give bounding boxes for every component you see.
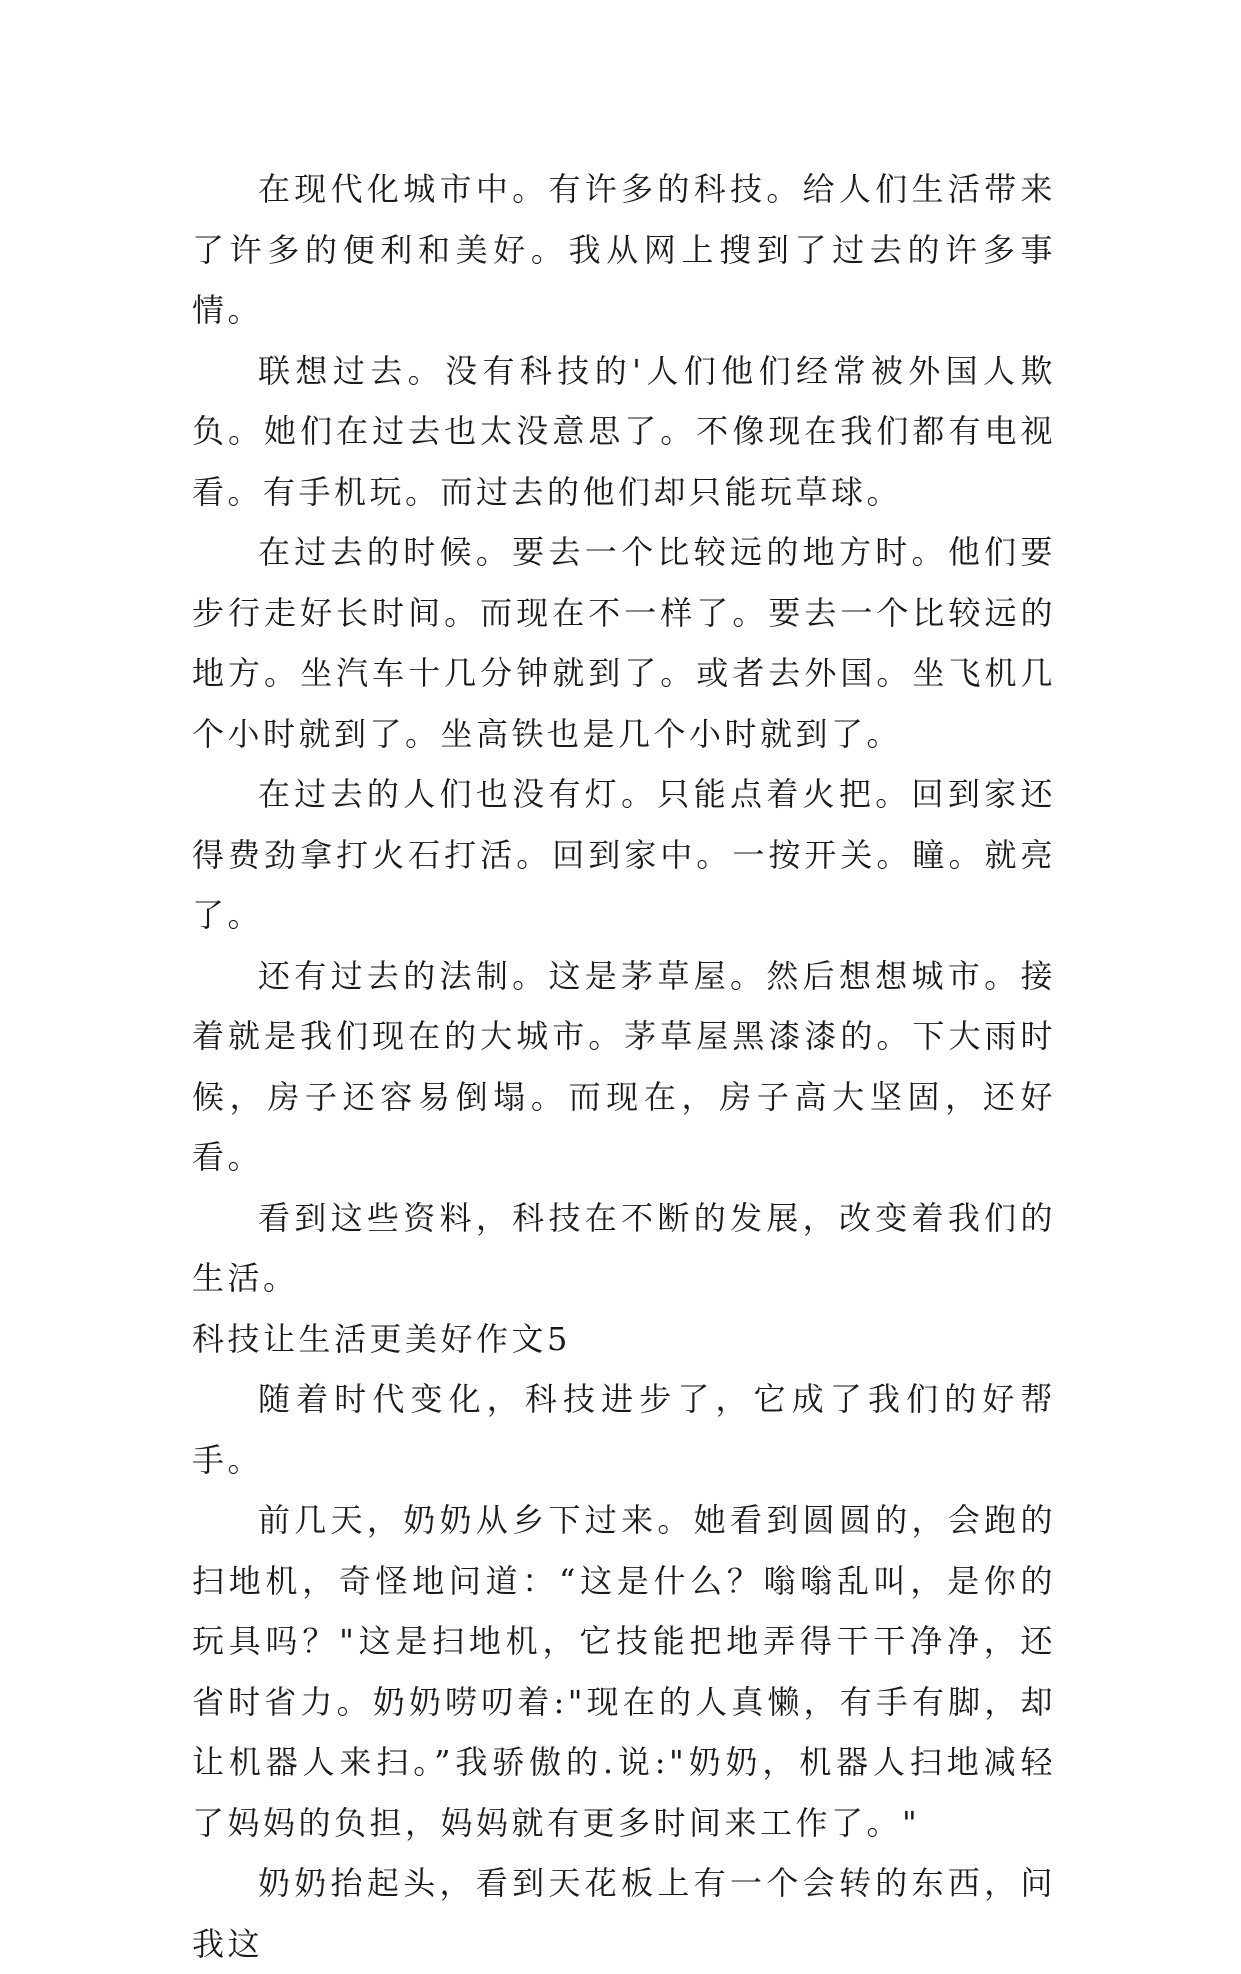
paragraph-1: 在现代化城市中。有许多的科技。给人们生活带来了许多的便利和美好。我从网上搜到了过去的许多事情。 [192, 170, 1056, 329]
paragraph-2: 联想过去。没有科技的'人们他们经常被外国人欺负。她们在过去也太没意思了。不像现在我们都有电视看。有手机玩。而过去的他们却只能玩草球。 [192, 351, 1056, 511]
paragraph-4: 在过去的人们也没有灯。只能点着火把。回到家还得费劲拿打火石打活。回到家中。一按开关。瞳。就亮了。 [192, 775, 1056, 934]
document-body [192, 159, 1056, 1974]
section-title: 科技让生活更美好作文5 [192, 1319, 571, 1358]
paragraph-8: 前几天，奶奶从乡下过来。她看到圆圆的，会跑的扫地机，奇怪地问道：“这是什么？嗡嗡乱叫，是你的玩具吗？"这是扫地机，它技能把地弄得干干净净，还省时省力。奶奶唠叨着:"现在的人真懒，有手有脚，却让机器人来扫。”我骄傲的.说:"奶奶，机器人扫地减轻了妈妈的负担，妈妈就有更多时间来工作了。" [192, 1501, 1056, 1842]
paragraph-5: 还有过去的法制。这是茅草屋。然后想想城市。接着就是我们现在的大城市。茅草屋黑漆漆的。下大雨时候，房子还容易倒塌。而现在，房子高大坚固，还好看。 [192, 956, 1056, 1176]
paragraph-6: 看到这些资料，科技在不断的发展，改变着我们的生活。 [192, 1198, 1056, 1297]
paragraph-7: 随着时代变化，科技进步了，它成了我们的好帮手。 [192, 1380, 1056, 1479]
paragraph-3: 在过去的时候。要去一个比较远的地方时。他们要步行走好长时间。而现在不一样了。要去一个比较远的地方。坐汽车十几分钟就到了。或者去外国。坐飞机几个小时就到了。坐高铁也是几个小时就到了。 [192, 533, 1056, 753]
paragraph-9: 奶奶抬起头，看到天花板上有一个会转的东西，问我这 [192, 1864, 1056, 1963]
